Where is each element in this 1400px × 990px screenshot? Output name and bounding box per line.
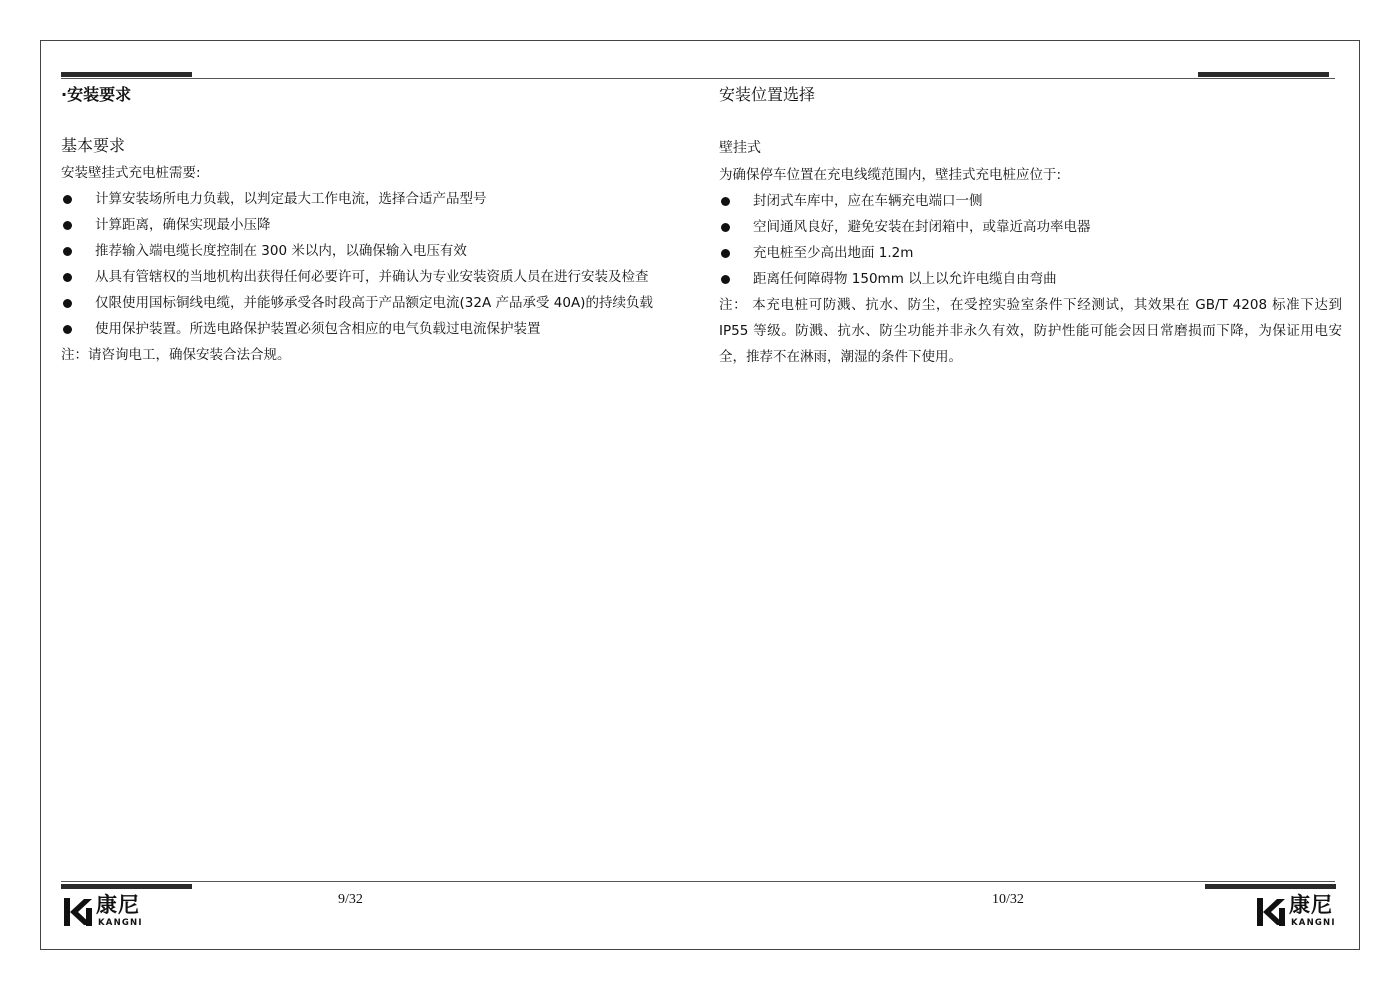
bottom-right-thick-rule bbox=[1205, 884, 1336, 889]
top-left-thick-rule bbox=[61, 72, 192, 77]
bullet-icon bbox=[63, 299, 72, 308]
kangni-logo-icon bbox=[62, 896, 94, 928]
logo-english-text: KANGNI bbox=[98, 918, 143, 928]
kangni-logo-right bbox=[1255, 893, 1345, 931]
subheading-basic-requirements: 基本要求 bbox=[61, 136, 126, 155]
kangni-logo-left bbox=[62, 893, 152, 931]
bullet-icon bbox=[63, 195, 72, 204]
list-item: 计算距离，确保实现最小压降 bbox=[61, 212, 686, 238]
bottom-left-thick-rule bbox=[61, 884, 192, 889]
list-item: 封闭式车库中，应在车辆充电端口一侧 bbox=[719, 188, 1342, 214]
location-list bbox=[719, 188, 1342, 292]
list-item: 仅限使用国标铜线电缆，并能够承受各时段高于产品额定电流(32A 产品承受 40A)的持续负载 bbox=[61, 290, 686, 316]
section-title-installation-location: 安装位置选择 bbox=[719, 85, 816, 104]
right-page bbox=[719, 84, 1342, 370]
list-item: 计算安装场所电力负载，以判定最大工作电流，选择合适产品型号 bbox=[61, 186, 686, 212]
left-page bbox=[61, 84, 686, 368]
list-item: 距离任何障碍物 150mm 以上以允许电缆自由弯曲 bbox=[719, 266, 1342, 292]
logo-chinese-text: 康尼 bbox=[1289, 893, 1333, 917]
kangni-logo-icon bbox=[1255, 896, 1287, 928]
intro-text: 为确保停车位置在充电线缆范围内，壁挂式充电桩应位于: bbox=[719, 167, 1062, 183]
bullet-icon bbox=[721, 275, 730, 284]
bullet-icon bbox=[63, 221, 72, 230]
note-text: 注： 本充电桩可防溅、抗水、防尘，在受控实验室条件下经测试，其效果在 GB/T 4208 标准下达到 IP55 等级。防溅、抗水、防尘功能并非永久有效，防护性能可能会因日常磨损而下降，为保证用电安全，推荐不在淋雨，潮湿的条件下使用。 bbox=[719, 297, 1342, 365]
bullet-icon bbox=[721, 249, 730, 258]
bullet-icon bbox=[721, 223, 730, 232]
list-item: 使用保护装置。所选电路保护装置必须包含相应的电气负载过电流保护装置 bbox=[61, 316, 686, 342]
list-item: 空间通风良好，避免安装在封闭箱中，或靠近高功率电器 bbox=[719, 214, 1342, 240]
subheading-wall-mounted: 壁挂式 bbox=[719, 140, 761, 156]
section-title-installation-requirements: ·安装要求 bbox=[61, 85, 132, 104]
logo-chinese-text: 康尼 bbox=[96, 893, 140, 917]
bullet-icon bbox=[721, 197, 730, 206]
page-number-right: 10/32 bbox=[992, 892, 1024, 907]
requirements-list bbox=[61, 186, 686, 342]
page-number-left: 9/32 bbox=[338, 892, 363, 907]
top-right-thick-rule bbox=[1198, 72, 1329, 77]
list-item: 推荐输入端电缆长度控制在 300 米以内，以确保输入电压有效 bbox=[61, 238, 686, 264]
list-item: 充电桩至少高出地面 1.2m bbox=[719, 240, 1342, 266]
note-text: 注：请咨询电工，确保安装合法合规。 bbox=[61, 347, 291, 363]
bullet-icon bbox=[63, 247, 72, 256]
logo-english-text: KANGNI bbox=[1291, 918, 1336, 928]
intro-text: 安装壁挂式充电桩需要: bbox=[61, 165, 201, 181]
bullet-icon bbox=[63, 325, 72, 334]
bottom-rule bbox=[61, 881, 1335, 882]
bullet-icon bbox=[63, 273, 72, 282]
list-item: 从具有管辖权的当地机构出获得任何必要许可，并确认为专业安装资质人员在进行安装及检查 bbox=[61, 264, 686, 290]
top-rule bbox=[61, 78, 1335, 79]
